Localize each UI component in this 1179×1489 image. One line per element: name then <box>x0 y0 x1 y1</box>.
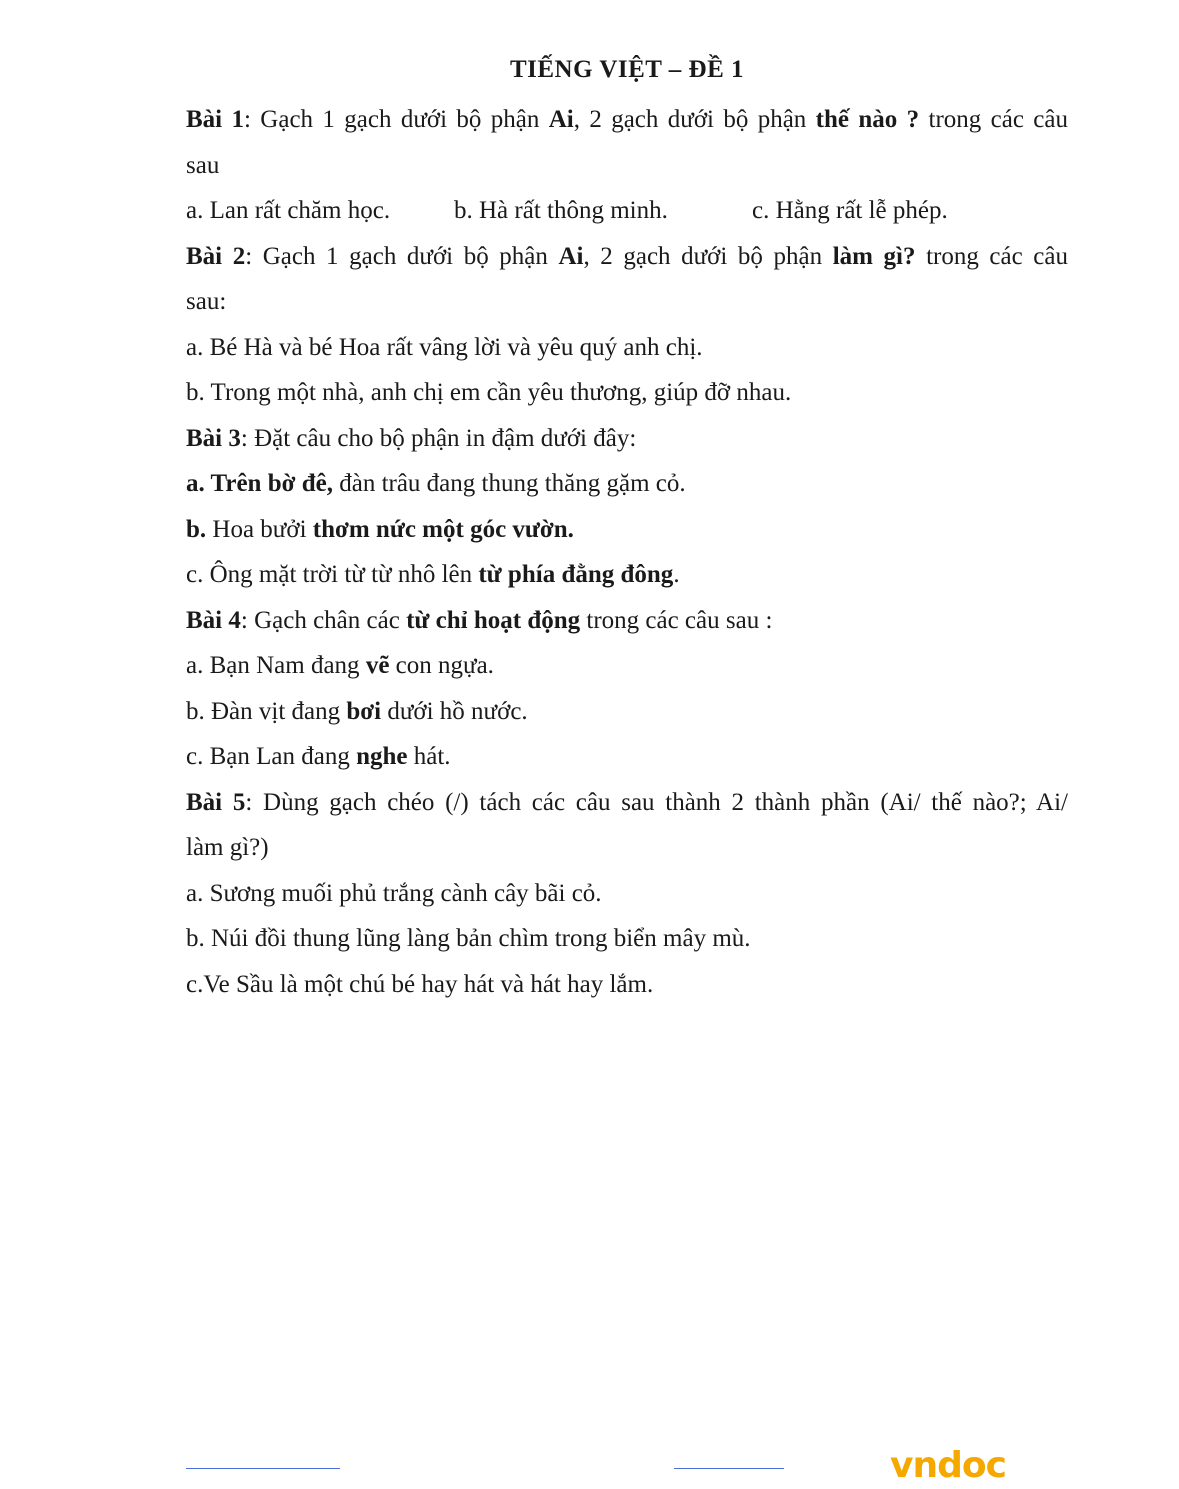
bai3-instruction: Bài 3: Đặt câu cho bộ phận in đậm dưới đây: <box>186 425 637 452</box>
vndoc-logo-graphic <box>890 1446 1036 1482</box>
bai5-option-b: b. Núi đồi thung lũng làng bản chìm trong biển mây mù. <box>186 925 751 952</box>
bai1-instruction-cont: sau <box>186 152 220 179</box>
bai3-option-a: a. Trên bờ đê, đàn trâu đang thung thăng gặm cỏ. <box>186 470 686 497</box>
bai4-option-a: a. Bạn Nam đang vẽ con ngựa. <box>186 652 494 679</box>
vndoc-logo[interactable] <box>890 1446 1036 1487</box>
bai5-instruction: Bài 5: Dùng gạch chéo (/) tách các câu sau thành 2 thành phần (Ai/ thế nào?; Ai/ <box>186 789 1068 816</box>
bai2-instruction: Bài 2: Gạch 1 gạch dưới bộ phận Ai, 2 gạch dưới bộ phận làm gì? trong các câu <box>186 243 1068 270</box>
bai5-option-c: c.Ve Sầu là một chú bé hay hát và hát hay lắm. <box>186 971 654 998</box>
bai2-instruction-cont: sau: <box>186 288 227 315</box>
bai4-option-b: b. Đàn vịt đang bơi dưới hồ nước. <box>186 698 528 725</box>
bai4-label: Bài 4 <box>186 607 241 634</box>
bai5-instruction-cont: làm gì?) <box>186 834 269 861</box>
bai4-instruction: Bài 4: Gạch chân các từ chỉ hoạt động trong các câu sau : <box>186 607 773 634</box>
page-title: TIẾNG VIỆT – ĐỀ 1 <box>509 56 745 83</box>
bai1-instruction: Bài 1: Gạch 1 gạch dưới bộ phận Ai, 2 gạch dưới bộ phận thế nào ? trong các câu <box>186 106 1068 133</box>
bai3-label: Bài 3 <box>186 425 241 452</box>
bai3-option-b: b. Hoa bưởi thơm nức một góc vườn. <box>186 516 574 543</box>
bai2-label: Bài 2 <box>186 243 246 270</box>
bai1-option-c: c. Hằng rất lễ phép. <box>752 197 948 224</box>
bai2-option-b: b. Trong một nhà, anh chị em cần yêu thương, giúp đỡ nhau. <box>186 379 792 406</box>
bai2-option-a: a. Bé Hà và bé Hoa rất vâng lời và yêu quý anh chị. <box>186 334 703 361</box>
vndoc-logo-text: vndoc <box>890 1446 1006 1482</box>
footer-link-underline-right[interactable] <box>674 1468 784 1469</box>
bai3-option-c: c. Ông mặt trời từ từ nhô lên từ phía đằng đông. <box>186 561 680 588</box>
bai5-option-a: a. Sương muối phủ trắng cành cây bãi cỏ. <box>186 880 602 907</box>
bai1-option-a: a. Lan rất chăm học. <box>186 197 391 224</box>
bai1-option-b: b. Hà rất thông minh. <box>454 197 668 224</box>
bai1-options <box>186 196 1068 226</box>
bai4-option-c: c. Bạn Lan đang nghe hát. <box>186 743 451 770</box>
footer-link-underline-left[interactable] <box>186 1468 340 1469</box>
bai1-label: Bài 1 <box>186 106 244 133</box>
bai5-label: Bài 5 <box>186 789 246 816</box>
